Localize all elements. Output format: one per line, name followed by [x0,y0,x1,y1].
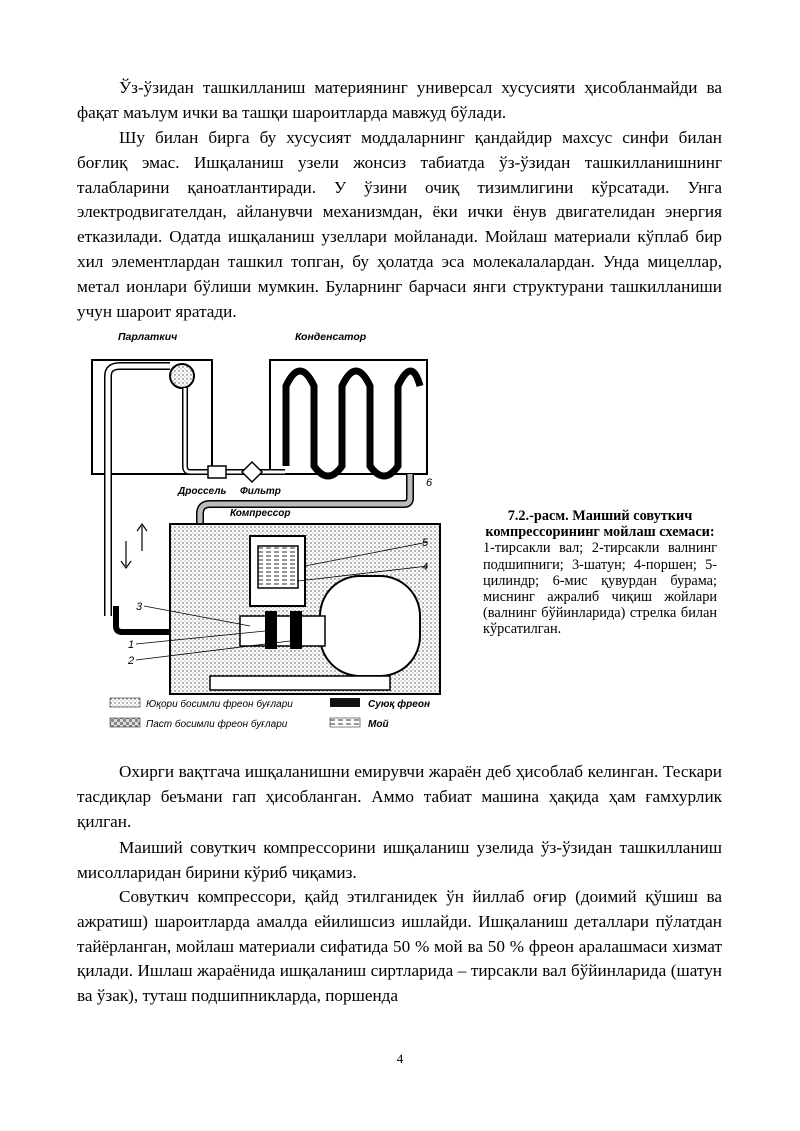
legend-liquid-swatch [330,698,360,707]
legend-low-pressure: Паст босимли фреон буғлари [146,719,288,730]
label-evaporator: Парлаткич [118,331,178,343]
condenser-coil [286,371,420,476]
figure-caption [483,508,717,638]
diagram-svg [90,326,450,738]
paragraph-3: Охирги вақтгача ишқаланишни емирувчи жараён деб ҳисоблаб келинган. Тескари тасдиқлар беъмани гап ҳисобланган. Аммо табиат машина ҳақида ҳам ғамхурлик қилган. [77,762,722,831]
label-throttle: Дроссель [178,486,227,497]
caption-body: 1-тирсакли вал; 2-тирсакли валнинг подшипниги; 3-шатун; 4-поршен; 5-цилиндр; 6-мис қувурдан бурама; миснинг ажралиб чиқиш жойлари (валнинг бўйинларида) стрелка билан кўрсатилган. [483,540,717,638]
paragraph-1: Ўз-ўзидан ташкилланиш материянинг универсал хусусияти ҳисобланмайди ва фақат маълум ички ва ташқи шароитларда мавжуд бўлади. [77,78,722,122]
paragraph-5: Совуткич компрессори, қайд этилганидек ўн йиллаб оғир (доимий қўшиш ва ажратиш) шароитларда амалда ейилишсиз ишлайди. Ишқаланиш деталлари пўлатдан тайёрланган, мойлаш материали сифатида 50 % мой ва 50 % фреон аралашмаси хизмат қилади. Ишлаш жараёнида ишқаланиш сиртларида – тирсакли вал бўйинларида (шатун ва ўзак), туташ подшипникларда, поршенда [77,887,722,1006]
callout-1: 1 [128,639,135,651]
callout-2: 2 [128,655,135,667]
legend-liquid: Суюқ фреон [368,699,431,710]
callout-5: 5 [422,537,429,549]
compressor-lubrication-diagram [90,326,450,738]
label-filter: Фильтр [240,486,281,497]
caption-title: 7.2.-расм. Маиший совуткич компрессорининг мойлаш схемаси: [485,508,715,541]
callout-6: 6 [426,477,433,489]
callout-3: 3 [136,601,143,613]
pipe-evaporator [108,366,170,616]
page-number: 4 [396,1051,404,1066]
paragraph-2: Шу билан бирга бу хусусият моддаларнинг қандайдир махсус синфи билан боғлиқ эмас. Ишқаланиш узели жонсиз табиатда ўз-ўзидан ташкилланишнинг талабларини қаноатлантиради. У ўзини очиқ тизимлигини кўрсатади. Унга электродвигателдан, айланувчи механизмдан, ёки ички ёнув двигателидан энергия етказилади. Одатда ишқаланиш узеллари мойланади. Мойлаш материали кўплаб бир хил элементлардан ташкил топган, бу ҳолатда эса молекалалардан. Унда мицеллар, метал ионлари бўлиши мумкин. Буларнинг барчаси янги структурани ташкилланиши учун шароит яратади. [77,128,722,321]
label-compressor: Компрессор [230,508,291,519]
callout-4: 4 [422,561,429,573]
legend-oil: Мой [368,719,389,730]
paragraph-4: Маиший совуткич компрессорини ишқаланиш узелида ўз-ўзидан ташкилланиш мисолларидан бирини кўриб чиқамиз. [77,838,722,882]
label-condenser: Конденсатор [295,331,367,343]
legend-high-pressure: Юқори босимли фреон буғлари [146,699,293,710]
